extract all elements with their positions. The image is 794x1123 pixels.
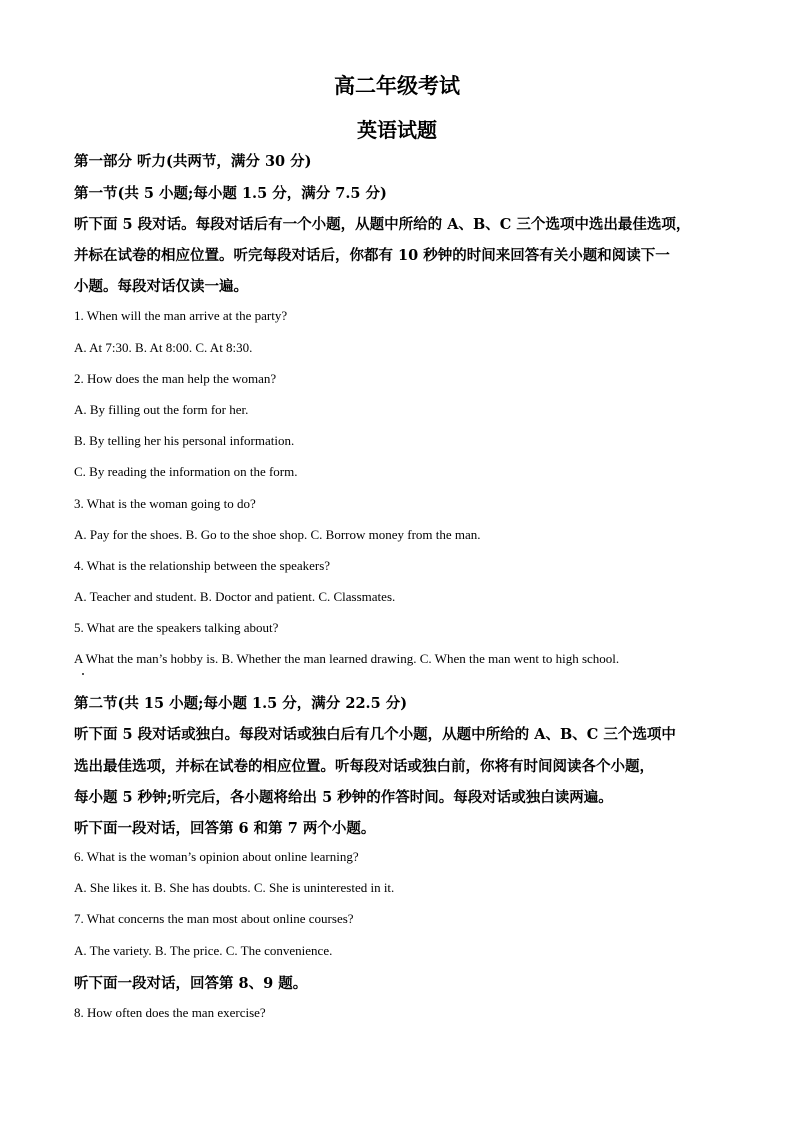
page-title: 高二年级考试: [334, 73, 460, 98]
section2-heading: 第二节(共 15 小题;每小题 1.5 分，满分 22.5 分): [74, 695, 408, 712]
question-6: 6. What is the woman’s opinion about online learning?: [74, 849, 359, 864]
option-2a: A. By filling out the form for her.: [74, 402, 249, 417]
part-heading: 第一部分 听力(共两节，满分 30 分): [74, 153, 312, 170]
section2-instruction: 每小题 5 秒钟;听完后，各小题将给出 5 秒钟的作答时间。每段对话或独白读两遍。: [74, 789, 613, 806]
options-6: A. She likes it. B. She has doubts. C. She is uninterested in it.: [74, 880, 395, 895]
section1-instruction: 听下面 5 段对话。每段对话后有一个小题，从题中所给的 A、B、C 三个选项中选出最佳选项，: [74, 216, 691, 233]
question-1: 1. When will the man arrive at the party?: [74, 308, 288, 323]
group-instruction: 听下面一段对话，回答第 6 和第 7 两个小题。: [74, 820, 376, 837]
question-7: 7. What concerns the man most about online courses?: [74, 911, 354, 926]
section2-instruction: 听下面 5 段对话或独白。每段对话或独白后有几个小题，从题中所给的 A、B、C 三个选项中: [74, 726, 676, 743]
options-4: A. Teacher and student. B. Doctor and patient. C. Classmates.: [74, 589, 396, 604]
options-1: A. At 7:30. B. At 8:00. C. At 8:30.: [74, 340, 253, 355]
section1-heading: 第一节(共 5 小题;每小题 1.5 分，满分 7.5 分): [74, 185, 387, 202]
section1-instruction: 并标在试卷的相应位置。听完每段对话后，你都有 10 秒钟的时间来回答有关小题和阅读下一: [74, 247, 670, 264]
scan-mark: [82, 673, 84, 675]
options-3: A. Pay for the shoes. B. Go to the shoe shop. C. Borrow money from the man.: [74, 527, 481, 542]
option-2c: C. By reading the information on the form.: [74, 464, 298, 479]
question-4: 4. What is the relationship between the speakers?: [74, 558, 331, 573]
option-2b: B. By telling her his personal information.: [74, 433, 295, 448]
options-5: A What the man’s hobby is. B. Whether the man learned drawing. C. When the man went to high school.: [74, 651, 620, 666]
question-3: 3. What is the woman going to do?: [74, 496, 256, 511]
section2-instruction: 选出最佳选项，并标在试卷的相应位置。听每段对话或独白前，你将有时间阅读各个小题，: [74, 758, 654, 775]
group-instruction: 听下面一段对话，回答第 8、9 题。: [74, 975, 308, 992]
question-8: 8. How often does the man exercise?: [74, 1005, 266, 1020]
question-5: 5. What are the speakers talking about?: [74, 620, 279, 635]
question-2: 2. How does the man help the woman?: [74, 371, 277, 386]
options-7: A. The variety. B. The price. C. The convenience.: [74, 943, 333, 958]
page-subtitle: 英语试题: [357, 118, 437, 142]
section1-instruction: 小题。每段对话仅读一遍。: [74, 278, 248, 295]
